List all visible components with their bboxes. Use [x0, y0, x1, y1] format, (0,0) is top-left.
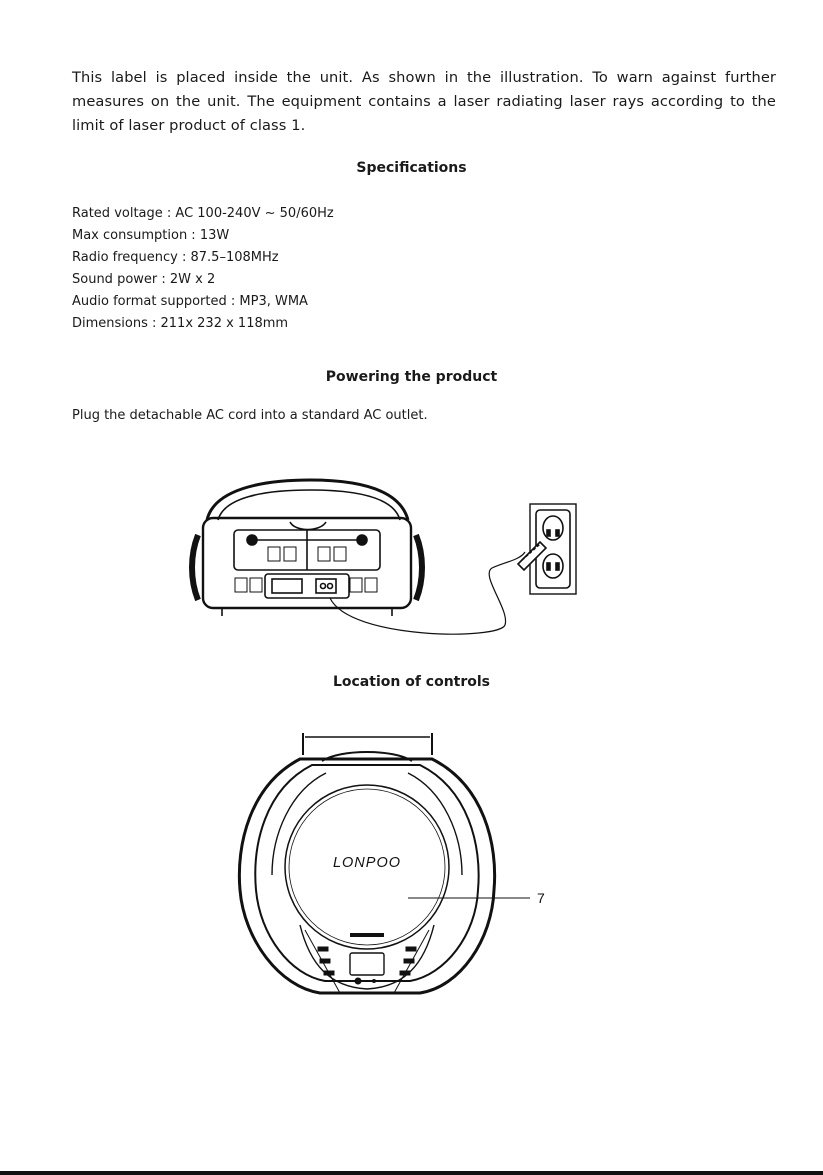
- spec-item-audio-format: Audio format supported : MP3, WMA: [72, 294, 308, 309]
- spec-list: [72, 203, 334, 335]
- powering-text: Plug the detachable AC cord into a standard AC outlet.: [72, 408, 428, 423]
- spec-item-dimensions: Dimensions : 211x 232 x 118mm: [72, 316, 289, 331]
- rear-view-illustration: [0, 460, 823, 650]
- brand-logo-text: LONPOO: [332, 855, 402, 871]
- spec-item-sound-power: Sound power : 2W x 2: [72, 272, 216, 287]
- callout-number: 7: [537, 890, 545, 906]
- front-view-illustration: [0, 725, 823, 1005]
- spec-item-rated-voltage: Rated voltage : AC 100-240V ~ 50/60Hz: [72, 206, 334, 221]
- powering-heading: Powering the product: [325, 369, 498, 385]
- bottom-rule: [0, 1171, 823, 1175]
- intro-paragraph: This label is placed inside the unit. As shown in the illustration. To warn against further measures on the unit. The equipment contains a laser radiating laser rays according to the limit of laser product of class 1.: [72, 69, 776, 134]
- spec-item-max-consumption: Max consumption : 13W: [72, 228, 230, 243]
- spec-item-radio-frequency: Radio frequency : 87.5–108MHz: [72, 250, 279, 265]
- controls-heading: Location of controls: [332, 674, 491, 690]
- specifications-heading: Specifications: [356, 160, 467, 176]
